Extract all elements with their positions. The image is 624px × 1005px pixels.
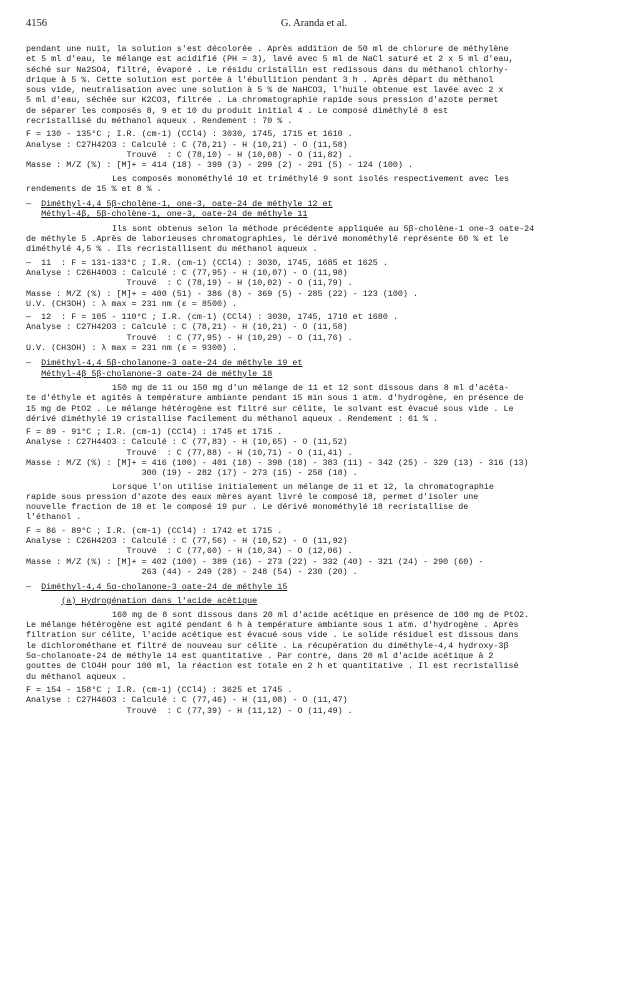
paragraph-yields xyxy=(26,174,602,195)
article-body xyxy=(26,44,602,716)
text-line: recristallisé du méthanol aqueux . Rendement : 70 % . xyxy=(26,116,293,127)
uv-spectrum: U.V. (CH3OH) : λ max = 231 nm (ε = 8500) . xyxy=(26,298,238,309)
text-line: Ils sont obtenus selon la méthode précédente appliquée au 5β-cholène-1 one-3 oate-24 xyxy=(112,223,535,234)
characterization-8 xyxy=(26,129,602,170)
text-line: 160 mg de 8 sont dissous dans 20 ml d'acide acétique en présence de 100 mg de PtO2. xyxy=(112,609,530,620)
elemental-analysis-found: Trouvé : C (77,88) - H (10,71) - O (11,41) . xyxy=(26,447,353,458)
melting-point-ir: 12 : F = 105 - 110°C ; I.R. (cm-1) (CCl4) : 3030, 1745, 1710 et 1680 . xyxy=(41,312,398,323)
text-line: Le mélange hétérogène est agité pendant 6 h à température ambiante sous 1 atm. d'hydrogène . Après xyxy=(26,620,519,631)
text-line: de séparer les composés 8, 9 et 10 du produit initial 4 . Le composé diméthylé 8 est xyxy=(26,105,449,116)
text-line: gouttes de ClO4H pour 100 ml, la réaction est totale en 2 h et quantitative . Il est recristallisé xyxy=(26,661,519,672)
text-line: drique à 5 %. Cette solution est portée à l'ébullition pendant 3 h . Après départ du méthanol xyxy=(26,74,494,85)
text-line: rendements de 15 % et 8 % . xyxy=(26,183,162,194)
page-number: 4156 xyxy=(26,18,47,29)
paragraph-acetic-acid xyxy=(26,610,602,682)
text-line: le dichlorométhane et filtré de nouveau sur célite . La récupération du diméthyle-4,4 hydroxy-3β xyxy=(26,640,509,651)
mass-spectrum: Masse : M/Z (%) : [M]+ = 402 (100) - 389 (16) - 273 (22) - 332 (40) - 321 (24) - 290 (60) - xyxy=(26,556,484,567)
section-heading-19-18: — Diméthyl-4,4 5β-cholanone-3 oate-24 de méthyle 19 et Méthyl-4β 5β-cholanone-3 oate-24 de méthyle 18 xyxy=(26,358,303,379)
text-line: sous vide, neutralisation avec une solution à 5 % de NaHCO3, l'huile obtenue est lavée avec 2 x xyxy=(26,85,504,96)
elemental-analysis-found: Trouvé : C (77,95) - H (10,29) - O (11,76) . xyxy=(26,332,353,343)
journal-page xyxy=(26,18,602,719)
characterization-12: — 12 : F = 105 - 110°C ; I.R. (cm-1) (CCl4) : 3030, 1745, 1710 et 1680 . Analyse : C27H42O3 : Calculé : C (78,21) - H (10,21) - O (11,58) Trouvé : C (77,95) - H (10,29) - O (11,76) . U.V. (CH3OH) : λ max = 231 nm (ε = 9300) . xyxy=(26,312,602,353)
text-line: l'éthanol . xyxy=(26,512,82,523)
paragraph-method xyxy=(26,224,602,255)
subheading: (a) Hydrogénation dans l'acide acétique xyxy=(61,595,258,606)
mass-spectrum: Masse : M/Z (%) : [M]+ = 414 (18) - 399 (3) - 299 (2) - 291 (5) - 124 (100) . xyxy=(26,160,413,171)
mass-spectrum-cont: 300 (19) - 282 (17) - 273 (15) - 258 (18) . xyxy=(26,468,358,479)
section-heading-12-11: — Diméthyl-4,4 5β-cholène-1, one-3, oate-24 de méthyle 12 et Méthyl-4β, 5β-cholène-1, one-3, oate-24 de méthyle 11 xyxy=(26,199,333,220)
mass-spectrum-cont: 263 (44) - 249 (28) - 248 (54) - 230 (20) . xyxy=(26,566,358,577)
elemental-analysis-found: Trouvé : C (78,19) - H (10,02) - O (11,79) . xyxy=(26,278,353,289)
text-line: rapide sous pression d'azote des eaux mères ayant livré le composé 18, permet d'isoler une xyxy=(26,491,479,502)
section-heading-15: — Diméthyl-4,4 5α-cholanone-3 oate-24 de méthyle 15 (a) Hydrogénation dans l'acide acétique xyxy=(26,582,288,606)
text-line: pendant une nuit, la solution s'est décolorée . Après addition de 50 ml de chlorure de méthylène xyxy=(26,44,509,54)
text-line: te d'éthyle et agités à température ambiante pendant 15 min sous 1 atm. d'hydrogène, en présence de xyxy=(26,393,524,404)
heading-line: Méthyl-4β 5β-cholanone-3 oate-24 de méthyle 18 xyxy=(41,368,273,379)
text-line: filtration sur célite, l'acide acétique est évacué sous vide . Le solide résiduel est dissous dans xyxy=(26,630,519,641)
text-line: séché sur Na2SO4, filtré, évaporé . Le résidu cristallin est redissous dans du méthanol chlorhy- xyxy=(26,64,509,75)
text-line: nouvelle fraction de 18 et le composé 19 pur . Le dérivé monométhylé 18 recristallise de xyxy=(26,502,469,513)
text-line: de méthyle 5 .Après de laborieuses chromatographies, le dérivé monométhylé représente 60 % et le xyxy=(26,234,509,245)
uv-spectrum: U.V. (CH3OH) : λ max = 231 nm (ε = 9300) . xyxy=(26,343,238,354)
text-line: Les composés monométhylé 10 et triméthylé 9 sont isolés respectivement avec les xyxy=(112,173,510,184)
running-head-author: G. Aranda et al. xyxy=(280,18,348,29)
heading-line: Diméthyl-4,4 5α-cholanone-3 oate-24 de méthyle 15 xyxy=(41,582,288,593)
elemental-analysis-found: Trouvé : C (77,39) - H (11,12) - O (11,49) . xyxy=(26,705,353,716)
paragraph-workup xyxy=(26,44,602,126)
characterization-15 xyxy=(26,685,602,716)
elemental-analysis-calc: Analyse : C26H42O3 : Calculé : C (77,56) - H (10,52) - O (11,92) xyxy=(26,536,348,547)
page-header xyxy=(26,18,602,34)
elemental-analysis-calc: Analyse : C27H42O3 : Calculé : C (78,21) - H (10,21) - O (11,58) xyxy=(26,139,348,150)
text-line: du méthanol aqueux . xyxy=(26,671,127,682)
text-line: 150 mg de 11 ou 150 mg d'un mélange de 11 et 12 sont dissous dans 8 ml d'acéta- xyxy=(112,382,510,393)
elemental-analysis-calc: Analyse : C27H46O3 : Calculé : C (77,46) - H (11,08) - O (11,47) xyxy=(26,695,348,706)
paragraph-chromatography xyxy=(26,482,602,523)
text-line: et 5 ml d'eau, le mélange est acidifié (PH = 3), lavé avec 5 ml de NaCl saturé et 2 x 5 ml d'eau, xyxy=(26,54,514,65)
heading-line: Diméthyl-4,4 5β-cholanone-3 oate-24 de méthyle 19 et xyxy=(41,358,303,369)
characterization-19 xyxy=(26,427,602,478)
melting-point-ir: F = 86 - 89°C ; I.R. (cm-1) (CCl4) : 1742 et 1715 . xyxy=(26,525,283,536)
elemental-analysis-calc: Analyse : C26H40O3 : Calculé : C (77,95) - H (10,07) - O (11,98) xyxy=(26,267,348,278)
text-line: 5 ml d'eau, séchée sur K2CO3, filtrée . La chromatographie rapide sous pression d'azote permet xyxy=(26,95,499,106)
mass-spectrum: Masse : M/Z (%) : [M]+ = 416 (100) - 401 (18) - 398 (18) - 383 (11) - 342 (25) - 329 (13) - 316 (13) xyxy=(26,457,529,468)
paragraph-hydrogenation xyxy=(26,383,602,424)
mass-spectrum: Masse : M/Z (%) : [M]+ = 400 (51) - 386 (8) - 369 (5) - 285 (22) - 123 (100) . xyxy=(26,288,419,299)
heading-line: Méthyl-4β, 5β-cholène-1, one-3, oate-24 de méthyle 11 xyxy=(41,209,308,220)
text-line: dérivé diméthylé 19 cristallise facilement du méthanol aqueux . Rendement : 61 % . xyxy=(26,413,439,424)
elemental-analysis-found: Trouvé : C (77,60) - H (10,34) - O (12,06) . xyxy=(26,546,353,557)
elemental-analysis-found: Trouvé : C (78,10) - H (10,08) - O (11,82) . xyxy=(26,149,353,160)
melting-point-ir: F = 130 - 135°C ; I.R. (cm-1) (CCl4) : 3030, 1745, 1715 et 1610 . xyxy=(26,129,353,140)
text-line: diméthylé 4,5 % . Ils recristallisent du méthanol aqueux . xyxy=(26,244,318,255)
melting-point-ir: F = 154 - 158°C ; I.R. (cm-1) (CCl4) : 3625 et 1745 . xyxy=(26,684,293,695)
melting-point-ir: 11 : F = 131-133°C ; I.R. (cm-1) (CCl4) : 3030, 1745, 1685 et 1625 . xyxy=(41,257,388,268)
melting-point-ir: F = 89 - 91°C ; I.R. (cm-1) (CCl4) : 1745 et 1715 . xyxy=(26,427,283,438)
elemental-analysis-calc: Analyse : C27H42O3 : Calculé : C (78,21) - H (10,21) - O (11,58) xyxy=(26,322,348,333)
heading-line: Diméthyl-4,4 5β-cholène-1, one-3, oate-24 de méthyle 12 et xyxy=(41,199,333,210)
text-line: Lorsque l'on utilise initialement un mélange de 11 et 12, la chromatographie xyxy=(112,481,494,492)
characterization-11: — 11 : F = 131-133°C ; I.R. (cm-1) (CCl4) : 3030, 1745, 1685 et 1625 . Analyse : C26H40O3 : Calculé : C (77,95) - H (10,07) - O (11,98) Trouvé : C (78,19) - H (10,02) - O (11,79) . Masse : M/Z (%) : [M]+ = 400 (51) - 386 (8) - 369 (5) - 285 (22) - 123 (100) . U.V. (CH3OH) : λ max = 231 nm (ε = 8500) . xyxy=(26,258,602,309)
text-line: 15 mg de PtO2 . Le mélange hétérogène est filtré sur célite, le solvant est évacué sous vide . Le xyxy=(26,403,514,414)
characterization-18 xyxy=(26,526,602,577)
text-line: 5α-cholanoate-24 de méthyle 14 est quantitative . Par contre, dans 20 ml d'acide acétique à 2 xyxy=(26,651,494,662)
elemental-analysis-calc: Analyse : C27H44O3 : Calculé : C (77,83) - H (10,65) - O (11,52) xyxy=(26,437,348,448)
